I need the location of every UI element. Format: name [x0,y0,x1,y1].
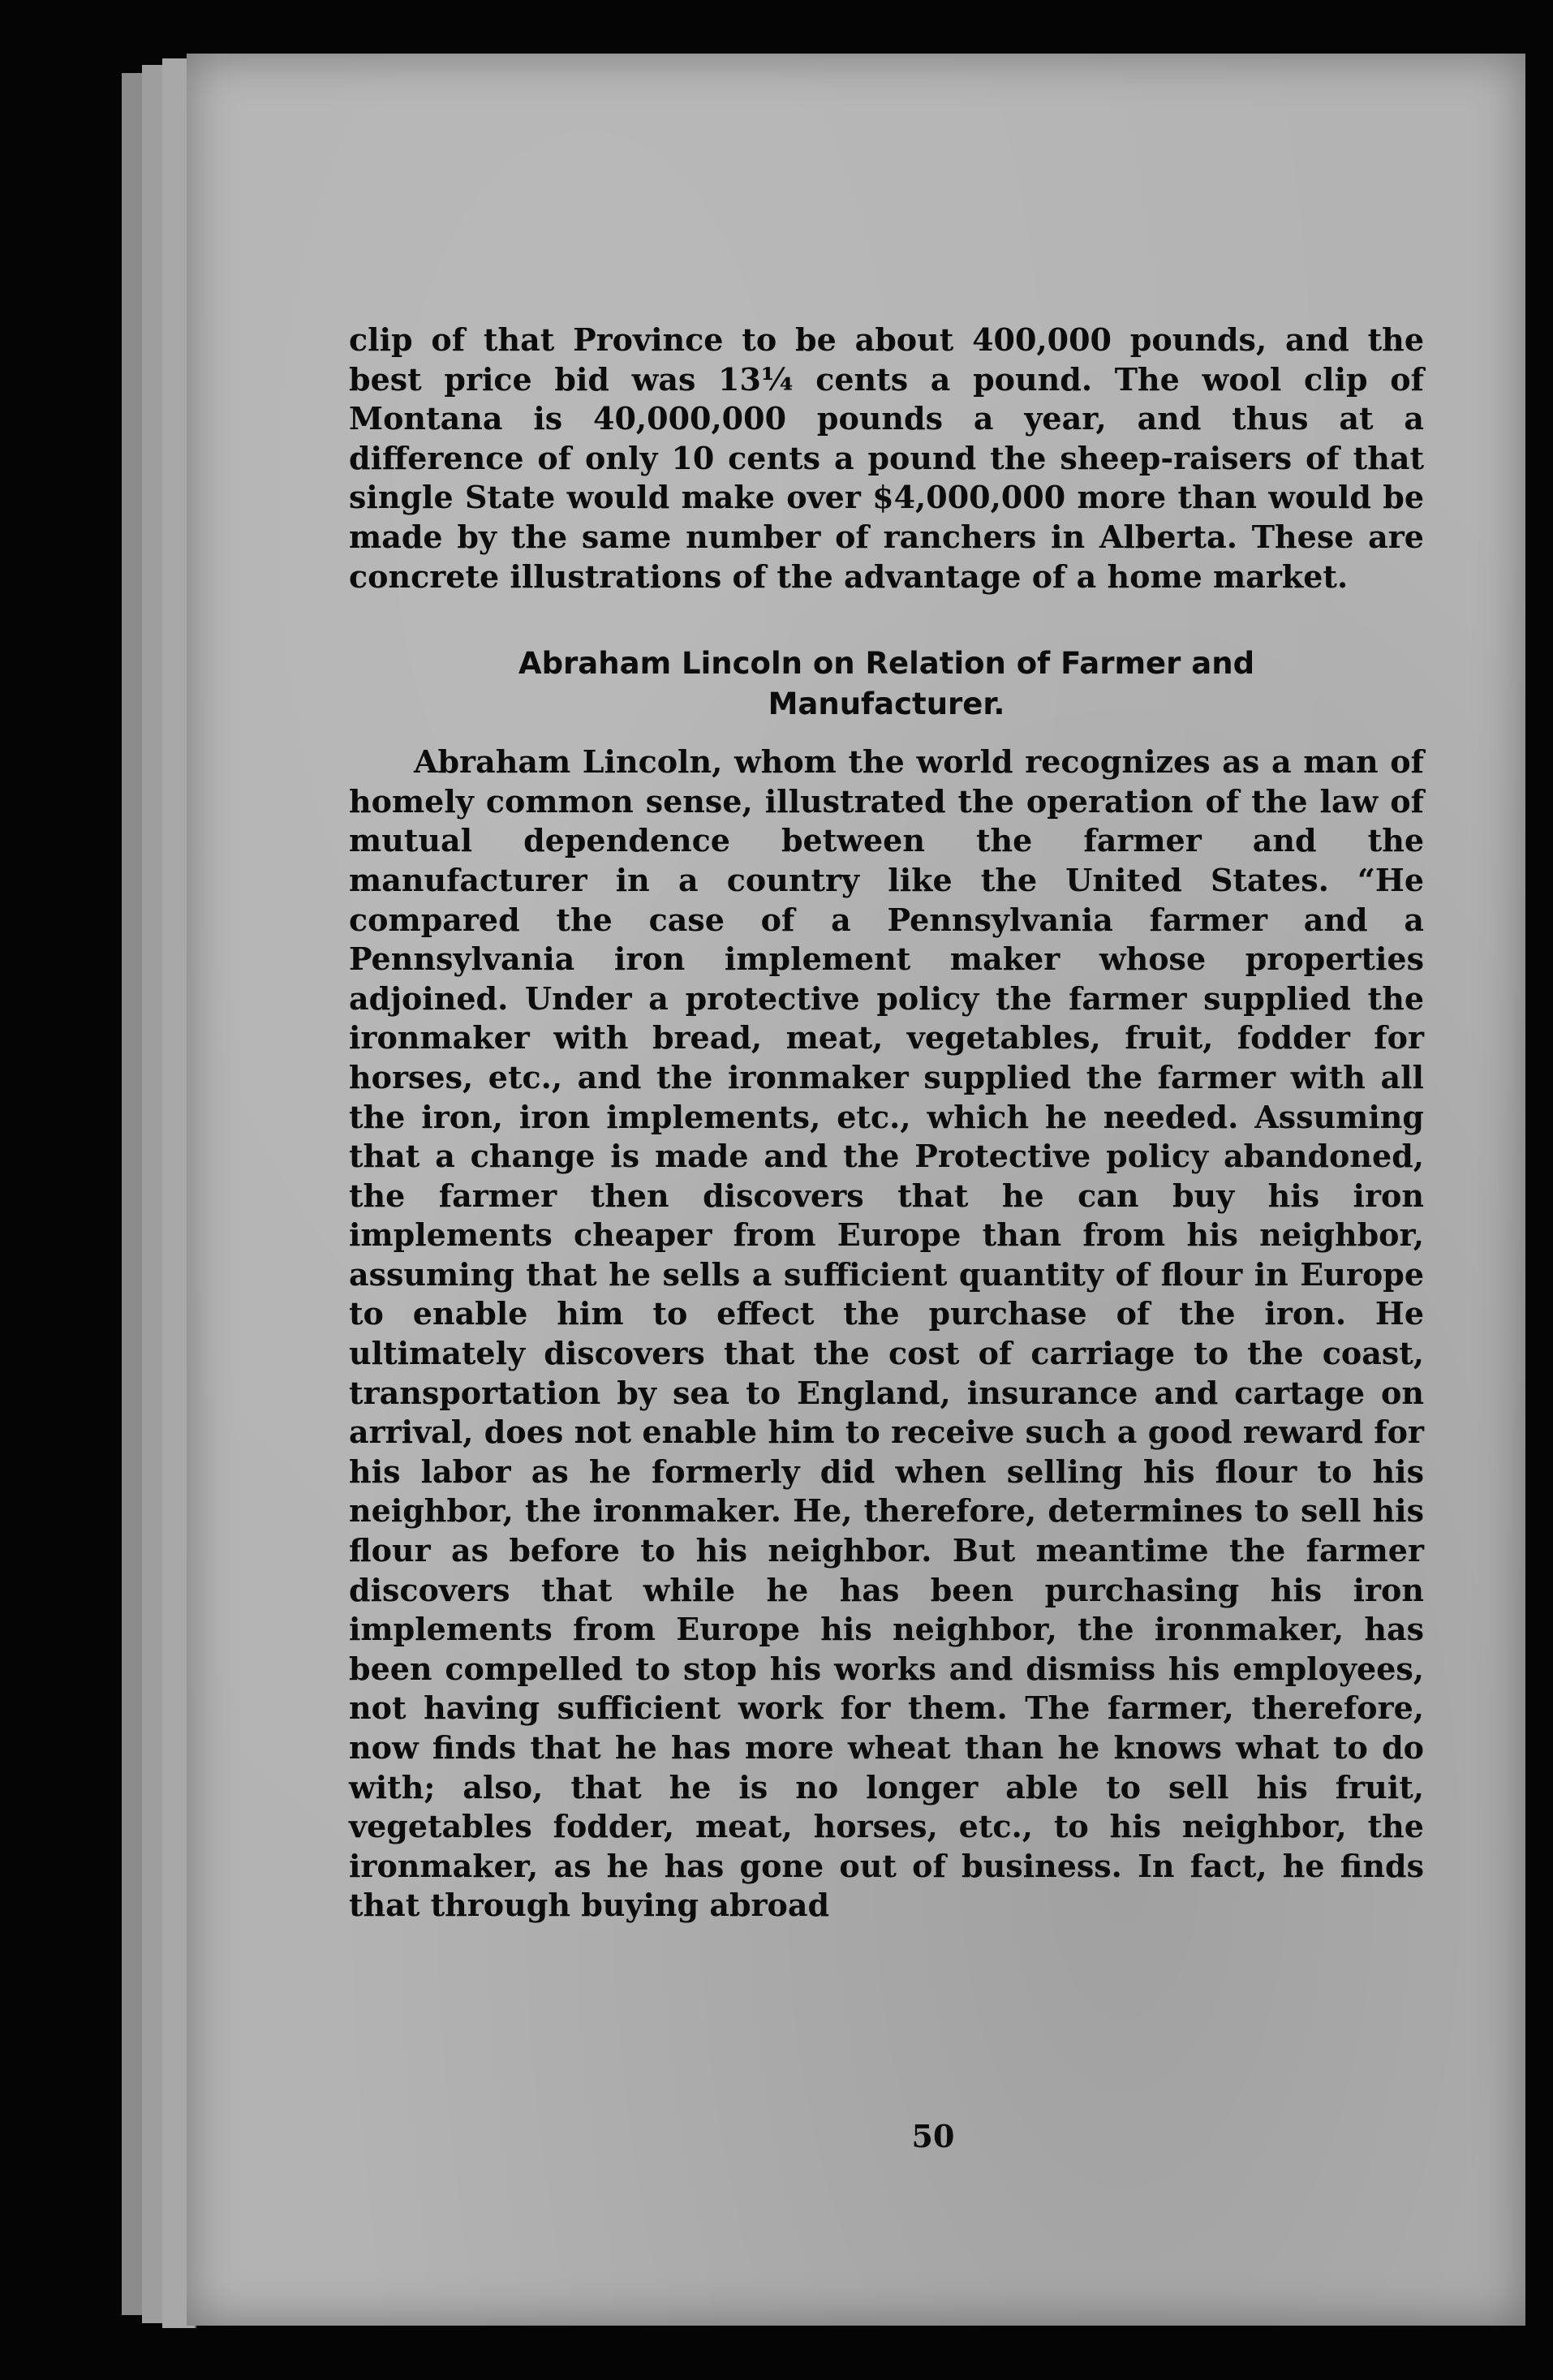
section-heading: Abraham Lincoln on Relation of Farmer and Manufacturer. [518,646,1255,722]
page-number: 50 [911,2118,955,2154]
opening-paragraph: clip of that Province to be about 400,000 pounds, and the best price bid was 13¼ cents a pound. The wool clip of Montana is 40,000,000 pounds a year, and thus at a difference of only 10 cents a pound the sheep-raisers of that single State would make over $4,000,000 more than would be made by the same number of ranchers in Alberta. These are concrete illustrations of the advantage of a home market. [349,321,1424,595]
body-paragraph: Abraham Lincoln, whom the world recognizes as a man of homely common sense, illustrated the operation of the law of mutual dependence between the farmer and the manufacturer in a country like the United States. “He compared the case of a Pennsylvania farmer and a Pennsylvania iron implement maker whose properties adjoined. Under a protective policy the farmer supplied the ironmaker with bread, meat, vegetables, fruit, fodder for horses, etc., and the ironmaker supplied the farmer with all the iron, iron implements, etc., which he needed. Assuming that a change is made and the Protective policy abandoned, the farmer then discovers that he can buy his iron implements cheaper from Europe than from his neighbor, assuming that he sells a sufficient quantity of flour in Europe to enable him to effect the purchase of the iron. He ultimately discovers that the cost of carriage to the coast, transportation by sea to England, insurance and cartage on arrival, does not enable him to receive such a good reward for his labor as he formerly did when selling his flour to his neighbor, the ironmaker. He, therefore, determines to sell his flour as before to his neighbor. But meantime the farmer discovers that while he has been purchasing his iron implements from Europe his neighbor, the ironmaker, has been compelled to stop his works and dismiss his employees, not having sufficient work for them. The farmer, therefore, now finds that he has more wheat than he knows what to do with; also, that he is no longer able to sell his fruit, vegetables fodder, meat, horses, etc., to his neighbor, the ironmaker, as he has gone out of business. In fact, he finds that through buying abroad [349,743,1424,1924]
page-text [349,321,1424,1926]
